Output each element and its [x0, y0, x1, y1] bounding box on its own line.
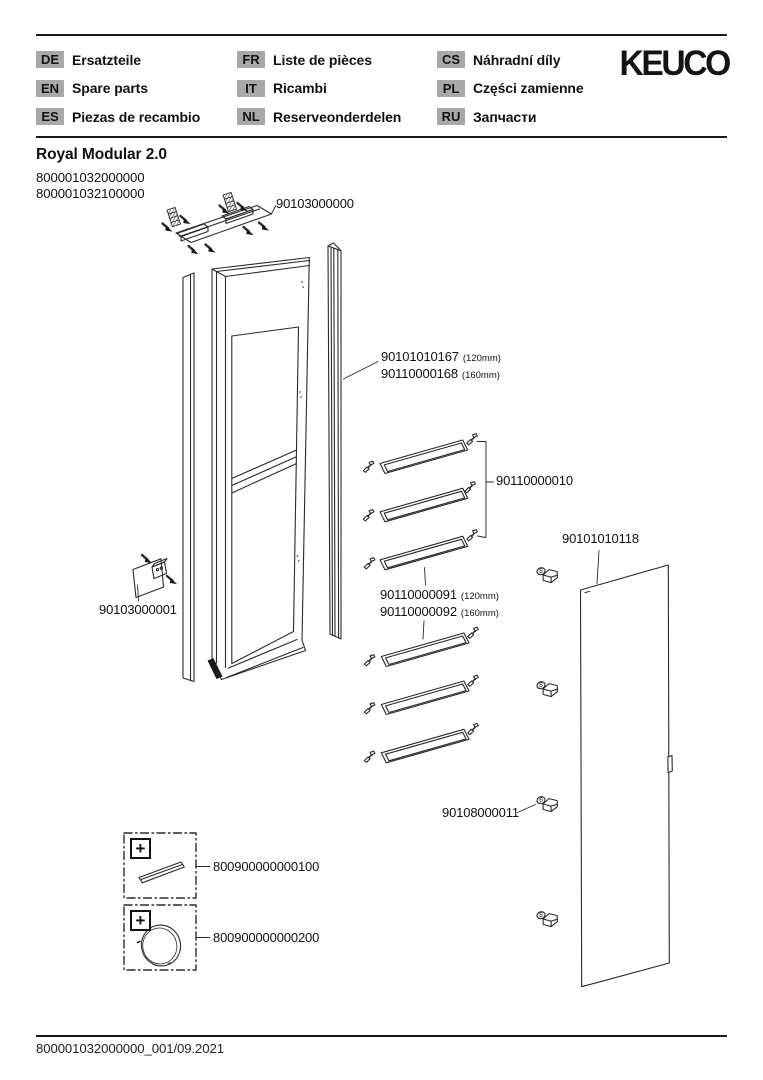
mirror-door — [581, 565, 673, 987]
part-label-mounting-rail — [276, 197, 354, 211]
footer-document-code: 800001032000000_001/09.2021 — [36, 1041, 224, 1056]
part-number: 90110000010 — [496, 473, 573, 488]
wall-bracket-assembly — [133, 555, 177, 598]
lang-badge-nl: NL — [237, 108, 265, 125]
lang-badge-ru: RU — [437, 108, 465, 125]
part-label-accessory-strip — [213, 860, 319, 874]
lang-label-es: Piezas de recambio — [72, 108, 201, 125]
product-code-1: 800001032000000 — [36, 170, 145, 185]
lang-label-cs: Náhradní díly — [473, 51, 561, 68]
part-number: 90103000000 — [276, 196, 354, 211]
part-label-door — [562, 532, 639, 546]
lang-badge-cs: CS — [437, 51, 465, 68]
mirror-profile-strip — [328, 243, 341, 639]
lang-badge-de: DE — [36, 51, 64, 68]
leader-lines — [138, 206, 600, 938]
lang-badge-fr: FR — [237, 51, 265, 68]
part-label-wall-bracket — [99, 603, 177, 617]
part-label-profile-120 — [381, 350, 501, 366]
part-label-clip-set — [496, 474, 573, 488]
keuco-logo: KEUCO — [619, 44, 729, 83]
lower-shelf-stack — [364, 627, 478, 763]
part-size: (120mm) — [460, 591, 499, 602]
plus-icon: + — [130, 838, 151, 859]
lang-label-nl: Reserveonderdelen — [273, 108, 402, 125]
part-number: 90101010167 — [381, 349, 459, 364]
upper-shelf-stack — [363, 434, 477, 570]
lang-badge-es: ES — [36, 108, 64, 125]
door-handle-notch — [668, 756, 673, 773]
part-label-profile-160 — [381, 367, 500, 383]
part-size: (160mm) — [461, 370, 500, 381]
part-label-shelf-120 — [380, 588, 499, 604]
product-code-2: 800001032100000 — [36, 185, 145, 201]
part-number: 800900000000100 — [213, 859, 320, 874]
lang-label-de: Ersatzteile — [72, 51, 141, 68]
lang-label-fr: Liste de pièces — [273, 51, 372, 68]
wall-anchor — [167, 207, 180, 226]
left-cover-panel — [183, 273, 194, 682]
part-label-accessory-mirror — [213, 931, 319, 945]
part-number: 90103000001 — [99, 602, 177, 617]
lang-label-pl: Części zamienne — [473, 80, 584, 96]
part-number: 90110000092 — [380, 604, 457, 619]
part-number: 90110000091 — [380, 587, 457, 602]
lang-badge-pl: PL — [437, 80, 465, 97]
plus-icon: + — [130, 910, 151, 931]
cabinet-frame — [208, 258, 310, 680]
lang-label-it: Ricambi — [273, 80, 327, 96]
mounting-rail-assembly — [163, 192, 272, 254]
part-number: 90101010118 — [562, 531, 639, 546]
part-number: 800900000000200 — [213, 930, 320, 945]
part-size: (120mm) — [462, 353, 501, 364]
door-hinges — [536, 567, 557, 927]
part-label-shelf-160 — [380, 605, 499, 621]
lang-label-en: Spare parts — [72, 80, 148, 96]
product-name: Royal Modular 2.0 — [36, 146, 167, 163]
lang-label-ru: Запчасти — [473, 108, 537, 125]
part-number: 90108000011 — [442, 805, 519, 820]
part-number: 90110000168 — [381, 366, 458, 381]
lang-badge-it: IT — [237, 80, 265, 97]
part-size: (160mm) — [460, 608, 499, 619]
part-label-hinge — [442, 806, 519, 820]
lang-badge-en: EN — [36, 80, 64, 97]
